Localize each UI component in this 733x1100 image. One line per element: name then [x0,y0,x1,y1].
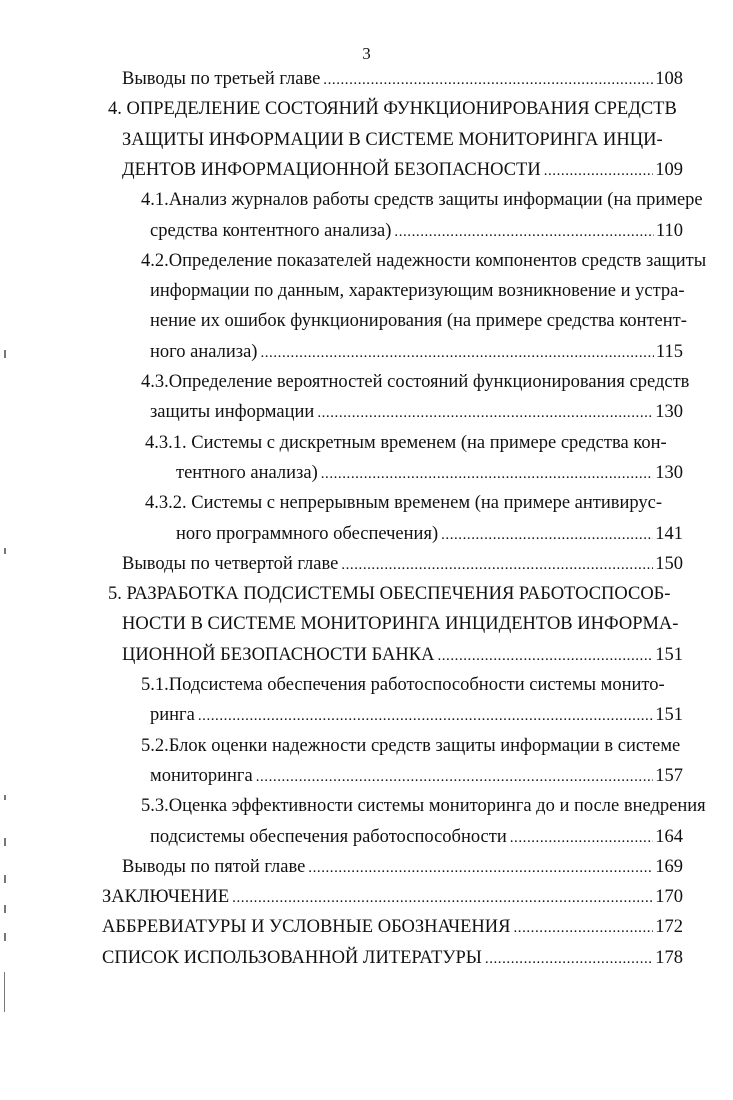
toc-entry-text: 4.2.Определение показателей надежности компонентов средств защиты [141,250,707,271]
toc-line [145,428,667,458]
toc-entry-text: ного анализа) [150,341,258,362]
toc-leader-dots [317,397,653,428]
toc-line [122,852,683,882]
toc-line [122,549,683,579]
toc-page-number: 157 [655,765,683,786]
toc-entry-text: ЗАКЛЮЧЕНИЕ [102,887,230,908]
toc-line [122,640,683,670]
toc-line [150,216,683,246]
toc-leader-dots [441,519,653,550]
toc-page-number: 172 [655,917,683,938]
toc-entry-text: 4.1.Анализ журналов работы средств защиты информации (на примере [141,190,703,211]
toc-line [122,609,678,639]
toc-line [145,488,662,518]
toc-entry-text: тентного анализа) [176,462,318,483]
toc-page-number: 130 [655,402,683,423]
toc-page-number: 110 [655,220,683,241]
scan-margin-mark [4,795,6,800]
toc-page-number: 109 [655,159,683,180]
toc-line [102,882,683,912]
toc-leader-dots [321,458,654,489]
scan-margin-mark [4,933,6,941]
toc-page-number: 151 [655,644,683,665]
toc-page-number: 150 [655,553,683,574]
toc-entry-text: Выводы по четвертой главе [122,553,339,574]
toc-line [150,700,683,730]
toc-entry-text: АББРЕВИАТУРЫ И УСЛОВНЫЕ ОБОЗНАЧЕНИЯ [102,917,511,938]
toc-leader-dots [510,822,654,853]
toc-entry-text: нение их ошибок функционирования (на примере средства контент- [150,311,687,332]
toc-entry-text: ного программного обеспечения) [176,523,439,544]
scan-margin-mark [4,838,6,846]
toc-entry-text: 4.3.Определение вероятностей состояний функционирования средств [141,372,690,392]
toc-line [122,125,663,155]
toc-page-number: 151 [655,705,683,726]
toc-line [150,761,683,791]
toc-line [141,246,706,276]
toc-page-number: 130 [655,462,683,483]
toc-entry-text: 5. РАЗРАБОТКА ПОДСИСТЕМЫ ОБЕСПЕЧЕНИЯ РАБОТОСПОСОБ- [108,584,671,605]
toc-line [150,306,687,336]
toc-line [150,397,683,427]
toc-entry-text: 5.3.Оценка эффективности системы мониторинга до и после внедрения [141,796,706,817]
page-number: 3 [362,44,371,63]
toc-page-number: 169 [655,856,683,877]
toc-entry-text: Выводы по третьей главе [122,69,321,89]
toc-line [122,64,683,94]
toc-entry-text: Выводы по пятой главе [122,856,306,877]
toc-leader-dots [485,943,653,974]
toc-page-number: 108 [655,69,683,89]
toc-leader-dots [256,761,654,792]
toc-line [176,458,683,488]
toc-leader-dots [341,549,653,580]
toc-page-number: 164 [655,826,683,847]
toc-entry-text: 5.1.Подсистема обеспечения работоспособности системы монито- [141,675,665,695]
toc-entry-text: 4.3.1. Системы с дискретным временем (на примере средства кон- [145,432,667,453]
toc-entry-text: 4. ОПРЕДЕЛЕНИЕ СОСТОЯНИЙ ФУНКЦИОНИРОВАНИЯ СРЕДСТВ [108,99,677,120]
toc-page-number: 178 [655,947,683,968]
toc-entry-text: защиты информации [150,402,315,423]
toc-entry-text: информации по данным, характеризующим возникновение и устра- [150,281,685,302]
toc-leader-dots [437,640,653,671]
toc-leader-dots [513,912,653,943]
toc-entry-text: ДЕНТОВ ИНФОРМАЦИОННОЙ БЕЗОПАСНОСТИ [122,159,541,180]
scan-margin-mark [4,350,6,358]
scan-margin-mark [4,875,6,883]
scan-margin-mark [4,548,6,554]
toc-line [141,731,680,761]
scan-margin-mark [4,972,5,1012]
toc-line [102,912,683,942]
toc-line [141,185,703,215]
toc-leader-dots [308,852,653,883]
toc-line [176,519,683,549]
toc-line [122,155,683,185]
toc-leader-dots [544,155,654,186]
toc-entry-text: ЦИОННОЙ БЕЗОПАСНОСТИ БАНКА [122,644,435,665]
toc-line [141,670,665,700]
toc-line [108,94,677,124]
toc-leader-dots [198,700,653,731]
toc-entry-text: подсистемы обеспечения работоспособности [150,826,507,847]
toc-page-number: 115 [655,341,683,362]
toc-line [150,337,683,367]
toc-entry-text: средства контентного анализа) [150,220,392,241]
toc-entry-text: ЗАЩИТЫ ИНФОРМАЦИИ В СИСТЕМЕ МОНИТОРИНГА ИНЦИ- [122,129,663,150]
toc-line [141,367,689,397]
toc-line [150,276,685,306]
toc-leader-dots [232,882,653,913]
toc-page-number: 170 [655,887,683,908]
toc-leader-dots [323,64,653,95]
toc-leader-dots [394,216,654,247]
toc-entry-text: ринга [150,705,195,726]
toc-page-number: 141 [655,523,683,544]
scan-margin-mark [4,905,6,913]
toc-line [141,791,706,821]
toc-line [102,943,683,973]
toc-entry-text: мониторинга [150,765,253,786]
toc-line [108,579,670,609]
toc-entry-text: СПИСОК ИСПОЛЬЗОВАННОЙ ЛИТЕРАТУРЫ [102,947,482,968]
toc-entry-text: 4.3.2. Системы с непрерывным временем (на примере антивирус- [145,493,663,514]
toc-line [150,822,683,852]
toc-leader-dots [260,337,653,368]
toc-entry-text: НОСТИ В СИСТЕМЕ МОНИТОРИНГА ИНЦИДЕНТОВ ИНФОРМА- [122,614,679,635]
toc-entry-text: 5.2.Блок оценки надежности средств защиты информации в системе [141,735,681,756]
